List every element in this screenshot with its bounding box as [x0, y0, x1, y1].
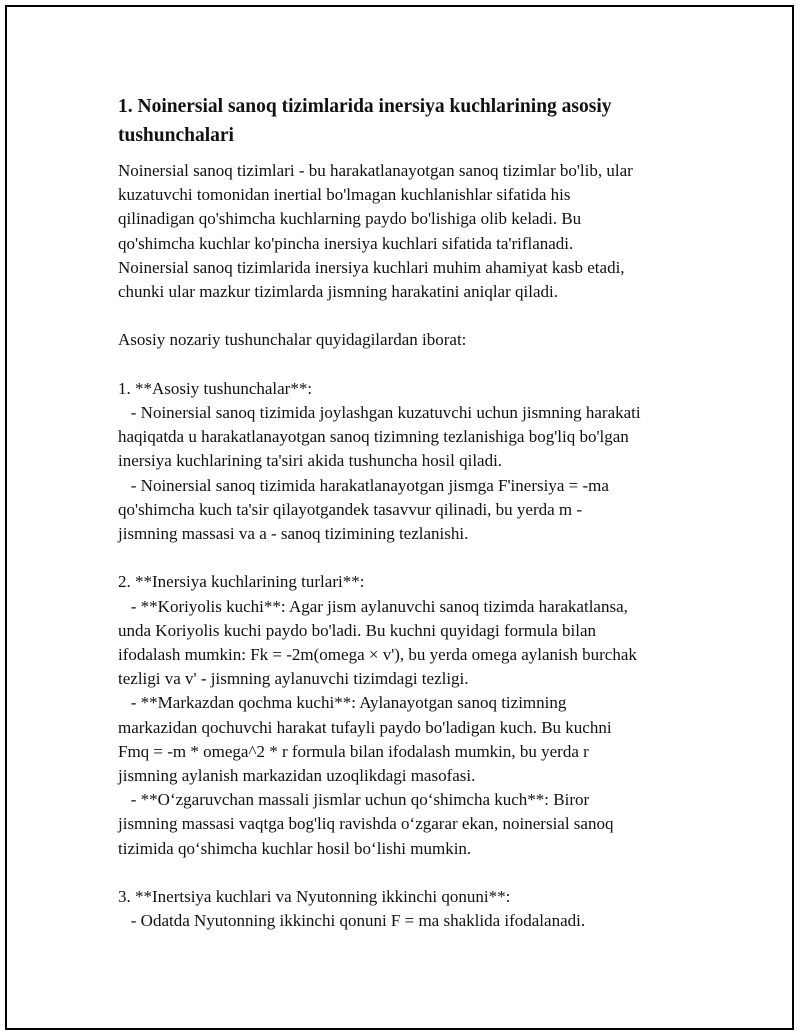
- text-line: - **Koriyolis kuchi**: Agar jism aylanuvchi sanoq tizimda harakatlansa,: [118, 596, 628, 616]
- text-line: unda Koriyolis kuchi paydo bo'ladi. Bu kuchni quyidagi formula bilan: [118, 620, 597, 640]
- text-line: tizimida qo‘shimcha kuchlar hosil bo‘lishi mumkin.: [118, 838, 472, 858]
- text-line: haqiqatda u harakatlanayotgan sanoq tizimning tezlanishiga bog'liq bo'lgan: [118, 427, 629, 447]
- section-heading: 1. Noinersial sanoq tizimlarida inersiya kuchlarining asosiy tushunchalari: [118, 96, 612, 146]
- text-line: tezligi va v' - jismning aylanuvchi tizimdagi tezligi.: [118, 669, 469, 689]
- text-line: ifodalash mumkin: Fk = -2m(omega × v'), bu yerda omega aylanish burchak: [118, 645, 637, 665]
- list-section-3: [118, 885, 698, 933]
- text-line: jismning aylanish markazidan uzoqlikdagi masofasi.: [118, 766, 476, 786]
- list-section-1: [118, 377, 698, 546]
- text-line: qo'shimcha kuchlar ko'pincha inersiya kuchlari sifatida ta'riflanadi.: [118, 233, 574, 253]
- text-line: markazidan qochuvchi harakat tufayli paydo bo'ladigan kuch. Bu kuchni: [118, 717, 612, 737]
- blank-line: [118, 861, 698, 885]
- text-line: Noinersial sanoq tizimlari - bu harakatlanayotgan sanoq tizimlar bo'lib, ular: [118, 161, 633, 180]
- blank-line: [118, 546, 698, 570]
- text-line: Noinersial sanoq tizimlarida inersiya kuchlari muhim ahamiyat kasb etadi,: [118, 257, 625, 277]
- text-line: qilinadigan qo'shimcha kuchlarning paydo bo'lishiga olib keladi. Bu: [118, 209, 582, 229]
- text-line: - **O‘zgaruvchan massali jismlar uchun qo‘shimcha kuch**: Biror: [118, 790, 590, 810]
- blank-line: [118, 304, 698, 328]
- text-line: - Noinersial sanoq tizimida harakatlanayotgan jismga F'inersiya = -ma: [118, 475, 609, 495]
- text-line: Fmq = -m * omega^2 * r formula bilan ifodalash mumkin, bu yerda r: [118, 741, 589, 761]
- text-line: kuzatuvchi tomonidan inertial bo'lmagan kuchlanishlar sifatida his: [118, 185, 571, 205]
- text-line: qo'shimcha kuch ta'sir qilayotgandek tasavvur qilinadi, bu yerda m -: [118, 499, 583, 519]
- text-line: jismning massasi vaqtga bog'liq ravishda o‘zgarar ekan, noinersial sanoq: [118, 814, 614, 834]
- list-item-heading: 2. **Inersiya kuchlarining turlari**:: [118, 572, 365, 592]
- text-line: - **Markazdan qochma kuchi**: Aylanayotgan sanoq tizimning: [118, 693, 567, 713]
- text-line: chunki ular mazkur tizimlarda jismning harakatini aniqlar qiladi.: [118, 282, 558, 302]
- text-line: jismning massasi va a - sanoq tizimining tezlanishi.: [118, 524, 469, 544]
- lead-sentence: Asosiy nozariy tushunchalar quyidagilardan iborat:: [118, 330, 467, 350]
- text-line: - Odatda Nyutonning ikkinchi qonuni F = ma shaklida ifodalanadi.: [118, 911, 586, 931]
- text-line: - Noinersial sanoq tizimida joylashgan kuzatuvchi uchun jismning harakati: [118, 403, 641, 422]
- list-item-heading: 1. **Asosiy tushunchalar**:: [118, 378, 313, 398]
- list-item-heading: 3. **Inertsiya kuchlari va Nyutonning ikkinchi qonuni**:: [118, 887, 511, 907]
- intro-paragraph: [118, 159, 698, 304]
- blank-line: [118, 353, 698, 377]
- list-section-2: [118, 570, 698, 860]
- document-body: [118, 92, 698, 933]
- text-line: inersiya kuchlarining ta'siri akida tushuncha hosil qiladi.: [118, 451, 503, 471]
